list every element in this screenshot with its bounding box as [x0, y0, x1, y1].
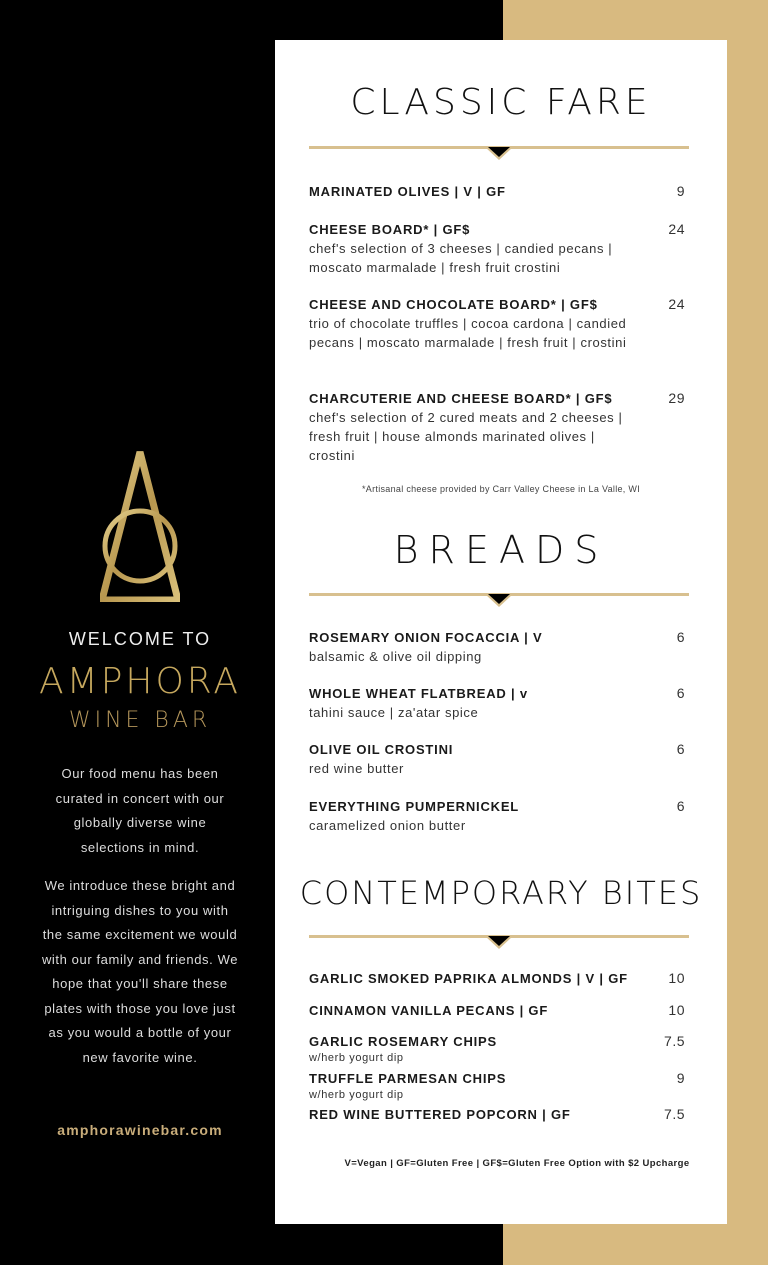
item-description: caramelized onion butter: [309, 818, 466, 833]
item-name: MARINATED OLIVES | V | GF: [309, 184, 506, 199]
welcome-text: WELCOME TO: [68, 629, 212, 649]
brand-subtitle: WINE BAR: [68, 708, 212, 733]
menu-item: [309, 221, 685, 277]
menu-item: [309, 296, 685, 352]
item-name: OLIVE OIL CROSTINI: [309, 742, 454, 757]
brand-name: AMPHORA: [39, 661, 241, 702]
section-title-breads: BREADS: [393, 528, 609, 572]
intro-paragraph-2: We introduce these bright and intriguing dishes to you with the same excitement we would with our family and friends. We hope that you'll share these plates with those you love just as you would a bottle of your new favorite wine.: [41, 878, 239, 1065]
item-price: 6: [676, 629, 685, 645]
item-price: 24: [668, 296, 685, 312]
item-price: 7.5: [664, 1106, 685, 1122]
website-link[interactable]: amphorawinebar.com: [57, 1122, 223, 1138]
item-name: GARLIC SMOKED PAPRIKA ALMONDS | V | GF: [309, 971, 628, 986]
item-price: 29: [668, 390, 685, 406]
intro-paragraph-1: Our food menu has been curated in concert with our globally diverse wine selections in mind.: [55, 766, 225, 855]
item-price: 6: [676, 798, 685, 814]
item-price: 24: [668, 221, 685, 237]
item-price: 6: [676, 741, 685, 757]
item-name: RED WINE BUTTERED POPCORN | GF: [309, 1107, 571, 1122]
menu-item: [309, 629, 685, 666]
section-title-contemporary-bites: CONTEMPORARY BITES: [299, 874, 703, 912]
cheese-footnote: *Artisanal cheese provided by Carr Valley Cheese in La Valle, WI: [362, 484, 640, 494]
item-description: chef's selection of 3 cheeses | candied pecans | moscato marmalade | fresh fruit crostini: [309, 241, 613, 275]
item-price: 10: [668, 1002, 685, 1018]
item-price: 9: [676, 1070, 685, 1086]
menu-item: [309, 1106, 685, 1124]
item-price: 6: [676, 685, 685, 701]
menu-card: [275, 40, 727, 1224]
item-description: tahini sauce | za'atar spice: [309, 705, 479, 720]
chevron-down-icon: [485, 594, 513, 607]
item-name: CHEESE AND CHOCOLATE BOARD* | GF$: [309, 297, 598, 312]
item-name: GARLIC ROSEMARY CHIPS: [309, 1034, 497, 1049]
item-price: 10: [668, 970, 685, 986]
item-description: w/herb yogurt dip: [309, 1052, 404, 1064]
menu-item: [309, 1070, 685, 1103]
item-description: balsamic & olive oil dipping: [309, 649, 482, 664]
section-title-classic-fare: CLASSIC FARE: [350, 82, 652, 123]
chevron-down-icon: [485, 147, 513, 160]
left-panel: [0, 0, 275, 1265]
menu-item: [309, 183, 685, 201]
section-divider: [309, 593, 689, 596]
menu-item: [309, 390, 685, 465]
chevron-down-icon: [485, 936, 513, 949]
menu-item: [309, 970, 685, 988]
item-name: WHOLE WHEAT FLATBREAD | v: [309, 686, 528, 701]
item-name: EVERYTHING PUMPERNICKEL: [309, 799, 520, 814]
item-name: CINNAMON VANILLA PECANS | GF: [309, 1003, 549, 1018]
item-description: w/herb yogurt dip: [309, 1089, 404, 1101]
section-divider: [309, 935, 689, 938]
item-name: TRUFFLE PARMESAN CHIPS: [309, 1071, 507, 1086]
menu-item: [309, 741, 685, 778]
item-description: trio of chocolate truffles | cocoa cardona | candied pecans | moscato marmalade | fresh fruit | crostini: [309, 316, 627, 350]
item-name: ROSEMARY ONION FOCACCIA | V: [309, 630, 543, 645]
item-name: CHEESE BOARD* | GF$: [309, 222, 471, 237]
amphora-a-logo-icon: [100, 450, 180, 602]
item-description: red wine butter: [309, 761, 404, 776]
section-divider: [309, 146, 689, 149]
menu-item: [309, 798, 685, 835]
menu-item: [309, 685, 685, 722]
item-price: 9: [676, 183, 685, 199]
menu-item: [309, 1002, 685, 1020]
item-description: chef's selection of 2 cured meats and 2 cheeses | fresh fruit | house almonds marinated olives | crostini: [309, 410, 623, 463]
menu-item: [309, 1033, 685, 1066]
item-price: 7.5: [664, 1033, 685, 1049]
dietary-legend: V=Vegan | GF=Gluten Free | GF$=Gluten Free Option with $2 Upcharge: [344, 1158, 690, 1169]
item-name: CHARCUTERIE AND CHEESE BOARD* | GF$: [309, 391, 613, 406]
